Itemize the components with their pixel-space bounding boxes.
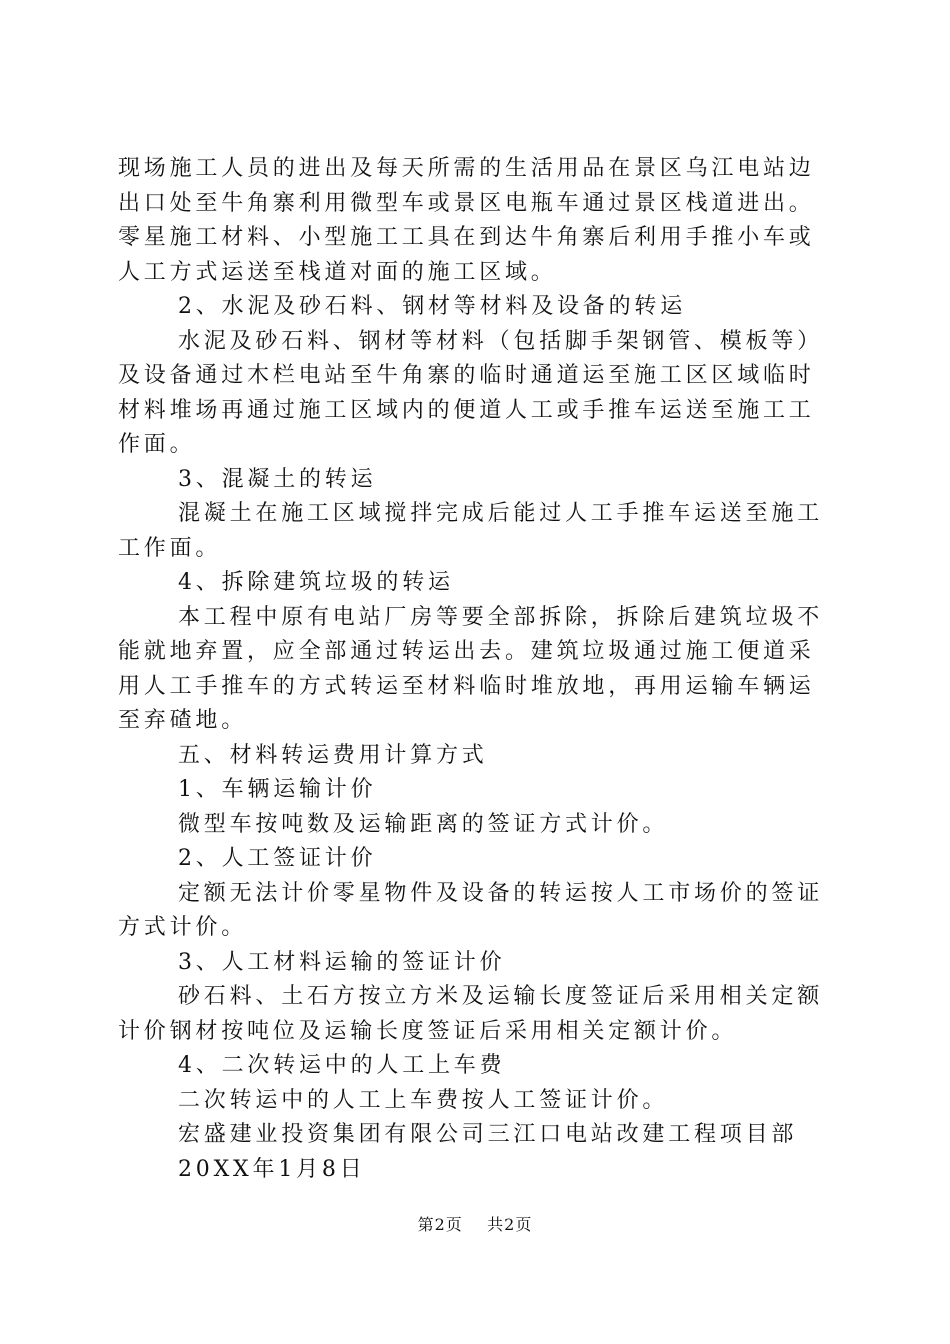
text-line: 零星施工材料、小型施工工具在到达牛角寨后利用手推小车或 — [118, 225, 815, 250]
page-footer — [0, 1214, 950, 1236]
text-line: 微型车按吨数及运输距离的签证方式计价。 — [178, 811, 669, 837]
text-line: 1、车辆运输计价 — [178, 777, 377, 802]
text-line: 4、二次转运中的人工上车费 — [178, 1053, 506, 1078]
text-line: 20XX年1月8日 — [178, 1156, 366, 1182]
text-line: 及设备通过木栏电站至牛角寨的临时通道运至施工区区域临时 — [118, 363, 815, 388]
text-line: 方式计价。 — [118, 915, 248, 940]
text-line: 宏盛建业投资集团有限公司三江口电站改建工程项目部 — [178, 1122, 798, 1147]
text-line: 本工程中原有电站厂房等要全部拆除，拆除后建筑垃圾不 — [178, 604, 824, 630]
text-line: 2、水泥及砂石料、钢材等材料及设备的转运 — [178, 294, 686, 319]
text-line: 现场施工人员的进出及每天所需的生活用品在景区乌江电站边 — [118, 156, 815, 181]
text-line: 工作面。 — [118, 535, 222, 561]
text-line: 2、人工签证计价 — [178, 846, 377, 871]
text-line: 3、人工材料运输的签证计价 — [178, 949, 506, 975]
text-line: 作面。 — [118, 432, 196, 457]
text-line: 水泥及砂石料、钢材等材料（包括脚手架钢管、模板等） — [178, 328, 824, 354]
text-line: 能就地弃置，应全部通过转运出去。建筑垃圾通过施工便道采 — [118, 639, 815, 664]
text-line: 计价钢材按吨位及运输长度签证后采用相关定额计价。 — [118, 1018, 738, 1044]
text-line: 至弃碴地。 — [118, 708, 248, 733]
text-line: 砂石料、土石方按立方米及运输长度签证后采用相关定额 — [178, 984, 824, 1009]
text-line: 出口处至牛角寨利用微型车或景区电瓶车通过景区栈道进出。 — [118, 190, 815, 216]
text-line: 人工方式运送至栈道对面的施工区域。 — [118, 259, 557, 285]
text-line: 混凝土在施工区域搅拌完成后能过人工手推车运送至施工 — [178, 501, 824, 526]
page-total: 共2页 — [487, 1215, 533, 1234]
document-body — [118, 152, 836, 1187]
text-line: 材料堆场再通过施工区域内的便道人工或手推车运送至施工工 — [118, 397, 815, 423]
page-number: 第2页 — [417, 1215, 463, 1234]
text-line: 3、混凝土的转运 — [178, 466, 377, 492]
text-line: 用人工手推车的方式转运至材料临时堆放地，再用运输车辆运 — [118, 673, 815, 699]
text-line: 4、拆除建筑垃圾的转运 — [178, 570, 454, 595]
text-line: 定额无法计价零星物件及设备的转运按人工市场价的签证 — [178, 880, 824, 906]
text-line: 五、材料转运费用计算方式 — [178, 742, 488, 768]
text-line: 二次转运中的人工上车费按人工签证计价。 — [178, 1087, 669, 1113]
